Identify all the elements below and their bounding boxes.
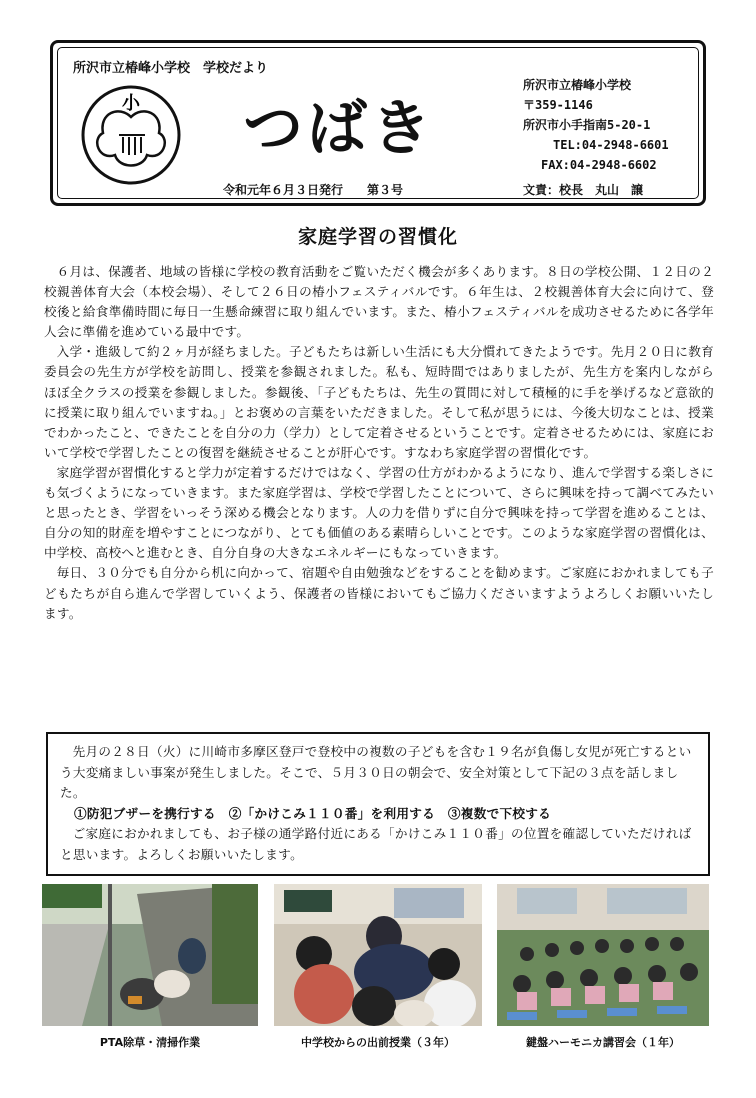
photo-caption: 鍵盤ハーモニカ講習会（１年） bbox=[526, 1036, 680, 1049]
photo-caption: PTA除草・清掃作業 bbox=[99, 1036, 201, 1049]
editor-line: 文責：校長 丸山 譲 bbox=[523, 183, 644, 197]
issue-date: 令和元年６月３日発行 bbox=[223, 183, 344, 197]
school-line: 所沢市立椿峰小学校 学校だより bbox=[73, 61, 269, 76]
contact-address: 所沢市小手指南5-20-1 bbox=[523, 118, 651, 132]
photo-pta-weeding bbox=[42, 884, 258, 1026]
logo-character: 小 bbox=[122, 93, 140, 114]
notice-closing: ご家庭におかれましても、お子様の通学路付近にある「かけこみ１１０番」の位置を確認していただければと思います。よろしくお願いいたします。 bbox=[60, 826, 692, 862]
photo-harmonica-workshop bbox=[497, 884, 709, 1026]
photo-classroom-lesson bbox=[274, 884, 482, 1026]
school-emblem-icon bbox=[79, 83, 183, 187]
contact-school: 所沢市立椿峰小学校 bbox=[523, 78, 632, 92]
notice-intro: 先月の２８日（火）に川崎市多摩区登戸で登校中の複数の子どもを含む１９名が負傷し女児が死亡するという大変痛ましい事案が発生しました。そこで、５月３０日の朝会で、安全対策として下記の３点を話しました。 bbox=[60, 744, 692, 800]
notice-items: ①防犯ブザーを携行する ②「かけこみ１１０番」を利用する ③複数で下校する bbox=[74, 805, 552, 821]
masthead bbox=[50, 40, 706, 206]
article-body bbox=[44, 262, 714, 624]
contact-block bbox=[523, 75, 669, 175]
article-paragraph: 入学・進級して約２ヶ月が経ちました。子どもたちは新しい生活にも大分慣れてきたようです。先月２０日に教育委員会の先生方が学校を訪問し、授業を参観されました。私も、短時間ではありましたが、先生方を案内しながらほぼ全クラスの授業を参観しました。参観後、「子どもたちは、先生の質問に対して積極的に手を挙げるなど意欲的に授業に取り組んでいますね。」とお褒めの言葉をいただきました。そして私が思うには、今後大切なことは、授業でわかったこと、できたことを自分の力（学力）として定着させるということです。定着させるためには、家庭において学校で学習したことの復習を継続させることが肝心です。すなわち家庭学習の習慣化です。 bbox=[44, 344, 714, 460]
issue-line bbox=[223, 181, 403, 198]
contact-tel: TEL:04-2948-6601 bbox=[553, 138, 669, 152]
article-paragraph: ６月は、保護者、地域の皆様に学校の教育活動をご覧いただく機会が多くあります。８日の学校公開、１２日の２校親善体育大会（本校会場）、そして２６日の椿小フェスティバルです。６年生は、２校親善体育大会に向けて、登校後と給食準備時間に毎日一生懸命練習に取り組んでいます。また、椿小フェスティバルを成功させるために各学年人会に準備を進めている最中です。 bbox=[44, 264, 714, 340]
contact-postal: 〒359-1146 bbox=[523, 98, 593, 112]
photo-caption: 中学校からの出前授業（３年） bbox=[301, 1036, 455, 1049]
safety-notice-box bbox=[46, 732, 710, 876]
article-heading: 家庭学習の習慣化 bbox=[297, 226, 458, 248]
issue-number: 第３号 bbox=[367, 183, 404, 197]
article-paragraph: 毎日、３０分でも自分から机に向かって、宿題や自由勉強などをすることを勧めます。ご家庭におかれましても子どもたちが自ら進んで学習していくよう、保護者の皆様においてもご協力くださいますようよろしくお願いいたします。 bbox=[44, 565, 714, 621]
contact-fax: FAX:04-2948-6602 bbox=[541, 158, 657, 172]
article-paragraph: 家庭学習が習慣化すると学力が定着するだけではなく、学習の仕方がわかるようになり、進んで学習する楽しさにも気づくようになっていきます。また家庭学習は、学校で学習したことについて、さらに興味を持って調べてみたいと思ったとき、学習をいっそう深める機会となります。人の力を借りずに自分で興味を持って学習を進めることは、自分の知的財産を増やすことにつながり、とても価値のある素晴らしいことです。このような家庭学習の習慣化は、中学校、高校へと進むとき、自分自身の大きなエネルギーにもなっていきます。 bbox=[44, 464, 714, 561]
newsletter-title: つばき bbox=[243, 94, 435, 164]
